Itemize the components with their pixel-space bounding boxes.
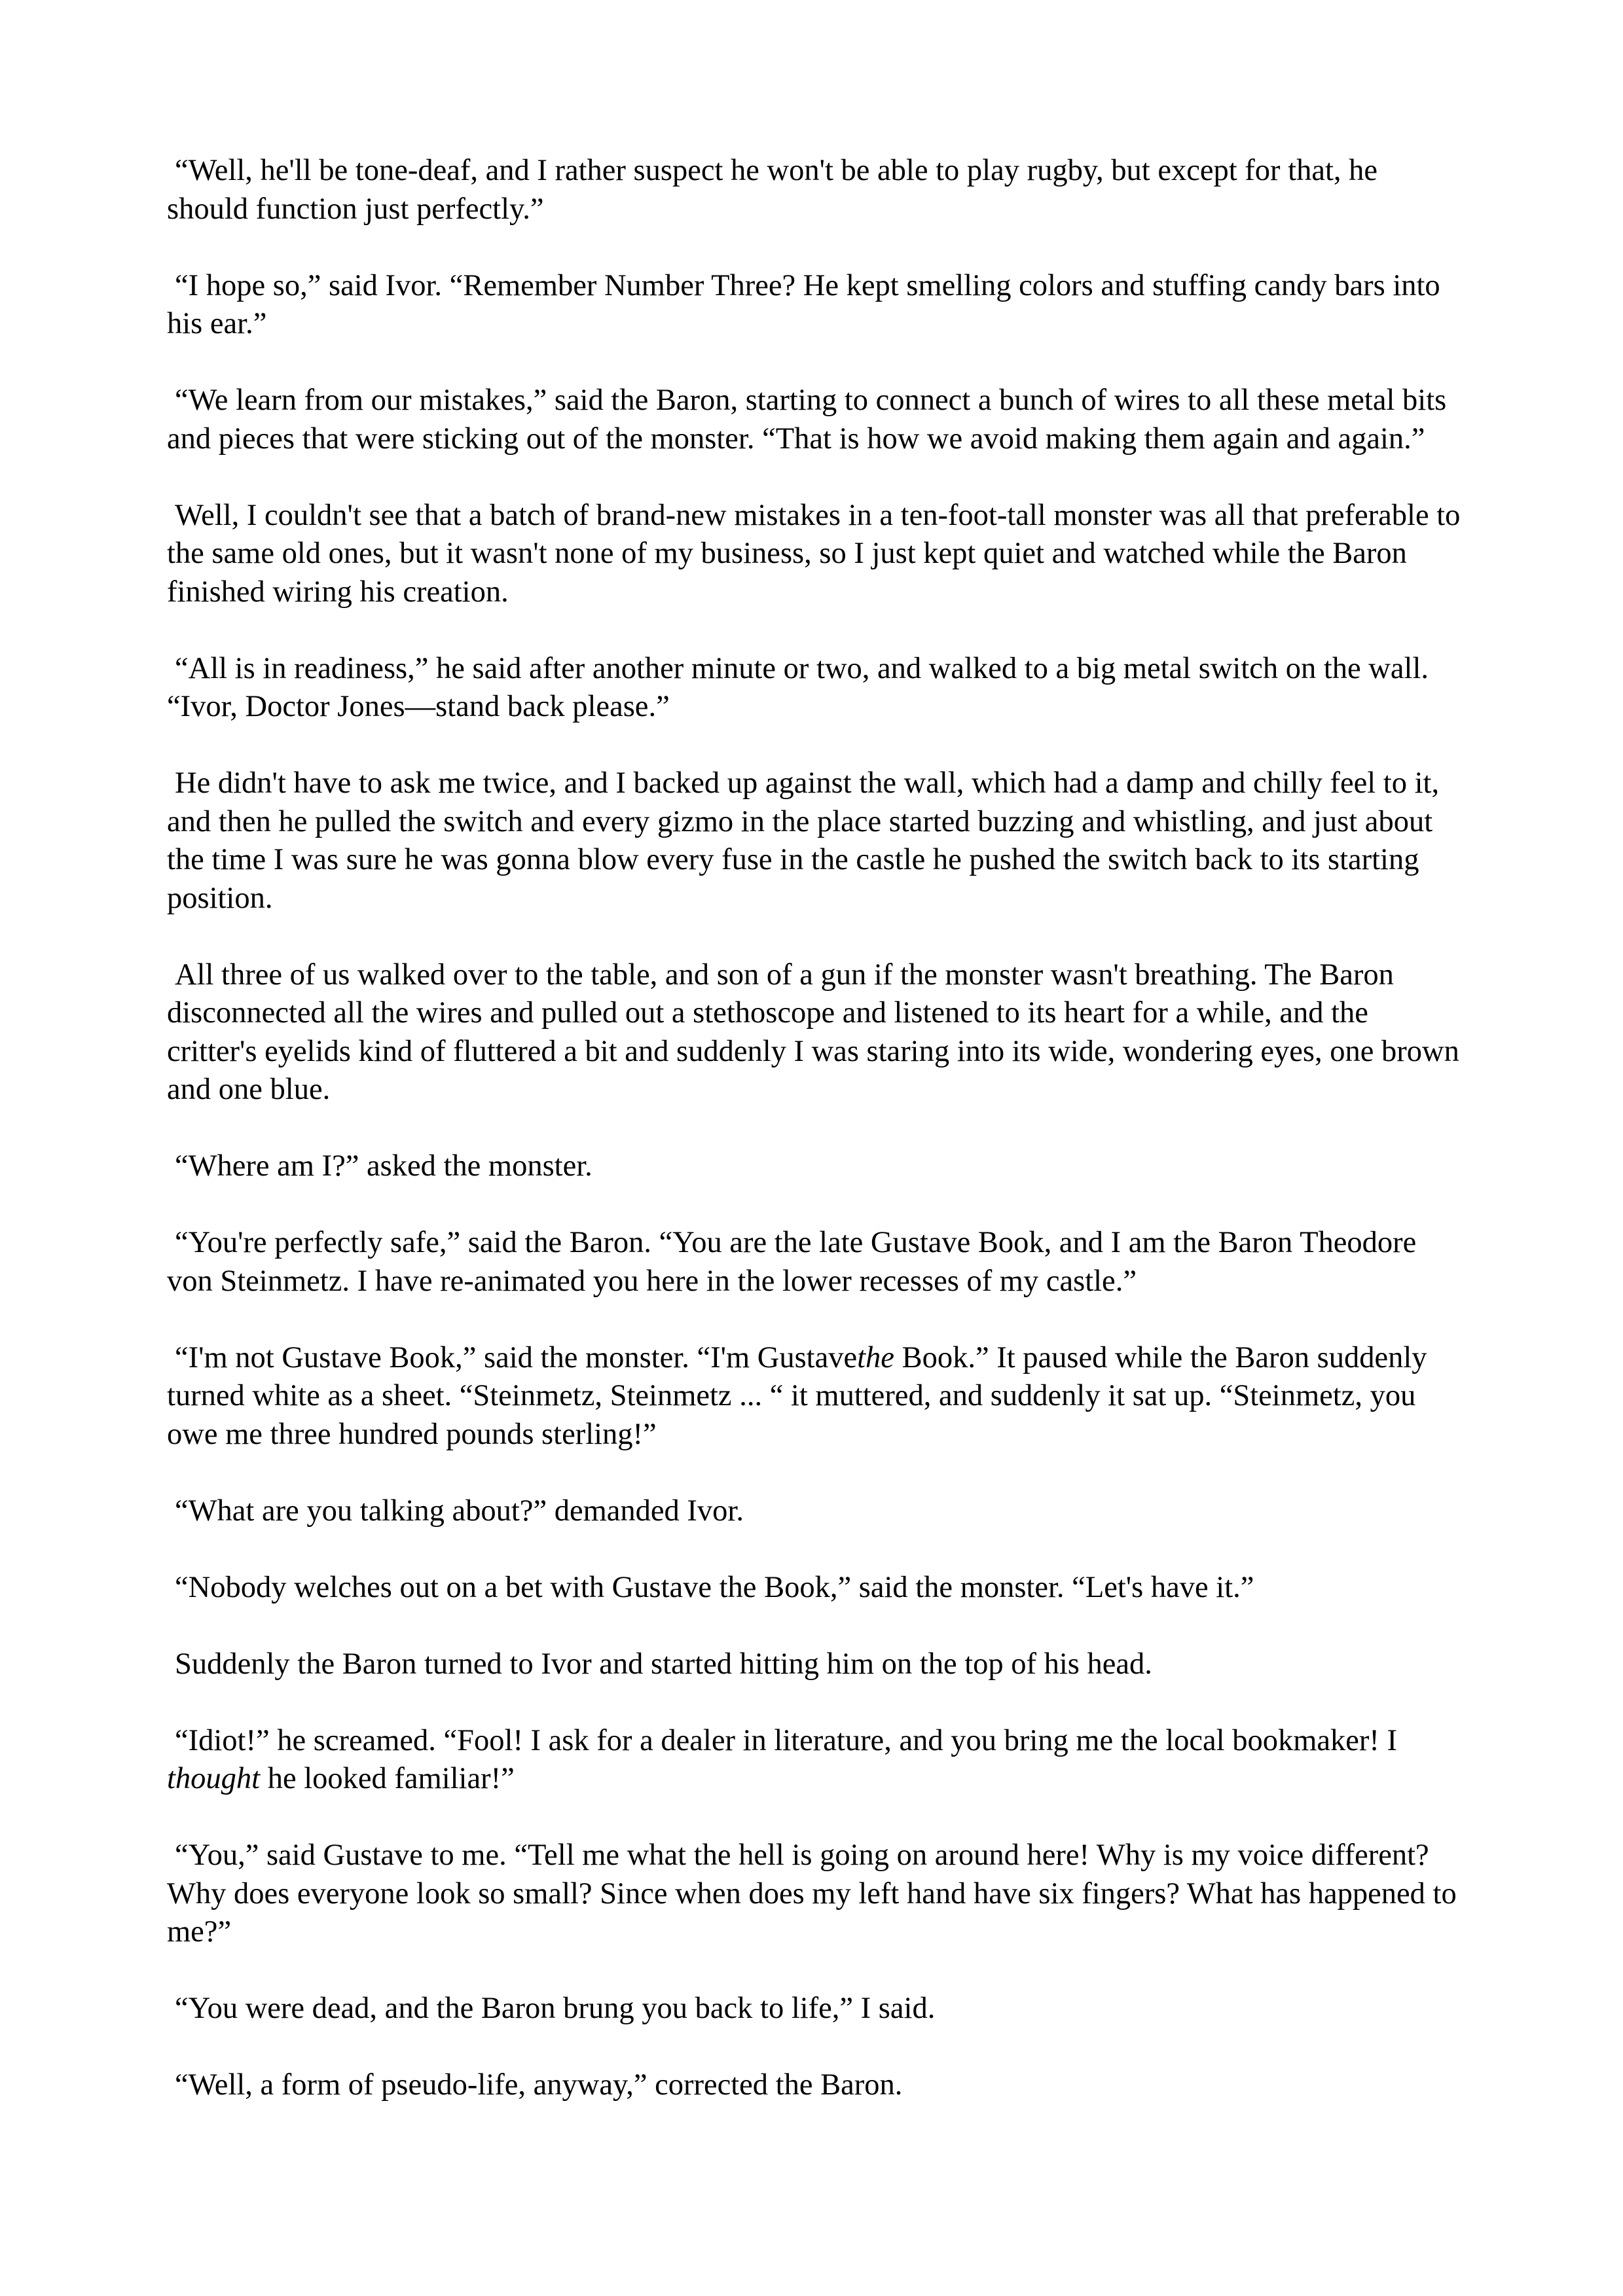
paragraph-5: “All is in readiness,” he said after another minute or two, and walked to a big metal switch on the wall. “Ivor, Doctor Jones—stand back please.” — [167, 651, 1429, 723]
paragraph-14: “Idiot!” he screamed. “Fool! I ask for a dealer in literature, and you bring me the local bookmaker! I thought he looked familiar!” — [167, 1723, 1397, 1795]
paragraph-12: “Nobody welches out on a bet with Gustave the Book,” said the monster. “Let's have it.” — [175, 1570, 1254, 1604]
italic-word: thought — [167, 1762, 261, 1795]
paragraph-6: He didn't have to ask me twice, and I backed up against the wall, which had a damp and chilly feel to it, and then he pulled the switch and every gizmo in the place started buzzing and whistling, and just about the time I was sure he was gonna blow every fuse in the castle he pushed the switch back to its starting position. — [167, 766, 1440, 915]
paragraph-10: “I'm not Gustave Book,” said the monster. “I'm Gustavethe Book.” It paused while the Baron suddenly turned white as a sheet. “Steinmetz, Steinmetz ... “ it muttered, and suddenly it sat up. “Steinmetz, you owe me three hundred pounds sterling!” — [167, 1340, 1427, 1451]
paragraph-4: Well, I couldn't see that a batch of brand-new mistakes in a ten-foot-tall monster was all that preferable to the same old ones, but it wasn't none of my business, so I just kept quiet and watched while the Baron finished wiring his creation. — [167, 498, 1461, 609]
paragraph-1: “Well, he'll be tone-deaf, and I rather suspect he won't be able to play rugby, but except for that, he should function just perfectly.” — [167, 154, 1378, 226]
paragraph-15: “You,” said Gustave to me. “Tell me what the hell is going on around here! Why is my voice different? Why does everyone look so small? Since when does my left hand have six fingers? What has happened to me?” — [167, 1839, 1457, 1948]
paragraph-11: “What are you talking about?” demanded Ivor. — [175, 1494, 744, 1528]
paragraph-2: “I hope so,” said Ivor. “Remember Number Three? He kept smelling colors and stuffing candy bars into his ear.” — [167, 268, 1440, 340]
paragraph-7: All three of us walked over to the table, and son of a gun if the monster wasn't breathing. The Baron disconnected all the wires and pulled out a stethoscope and listened to its heart for a while, and the critter's eyelids kind of fluttered a bit and suddenly I was staring into its wide, wondering eyes, one brown and one blue. — [167, 958, 1459, 1106]
paragraph-8: “Where am I?” asked the monster. — [175, 1149, 593, 1183]
paragraph-13: Suddenly the Baron turned to Ivor and started hitting him on the top of his head. — [175, 1647, 1152, 1681]
paragraph-3: “We learn from our mistakes,” said the Baron, starting to connect a bunch of wires to all these metal bits and pieces that were sticking out of the monster. “That is how we avoid making them again and again.” — [167, 384, 1447, 456]
paragraph-9: “You're perfectly safe,” said the Baron. “You are the late Gustave Book, and I am the Baron Theodore von Steinmetz. I have re-animated you here in the lower recesses of my castle.” — [167, 1226, 1417, 1298]
paragraph-16: “You were dead, and the Baron brung you back to life,” I said. — [175, 1992, 936, 2025]
paragraph-17: “Well, a form of pseudo-life, anyway,” corrected the Baron. — [175, 2068, 903, 2102]
italic-word: the — [857, 1340, 894, 1374]
